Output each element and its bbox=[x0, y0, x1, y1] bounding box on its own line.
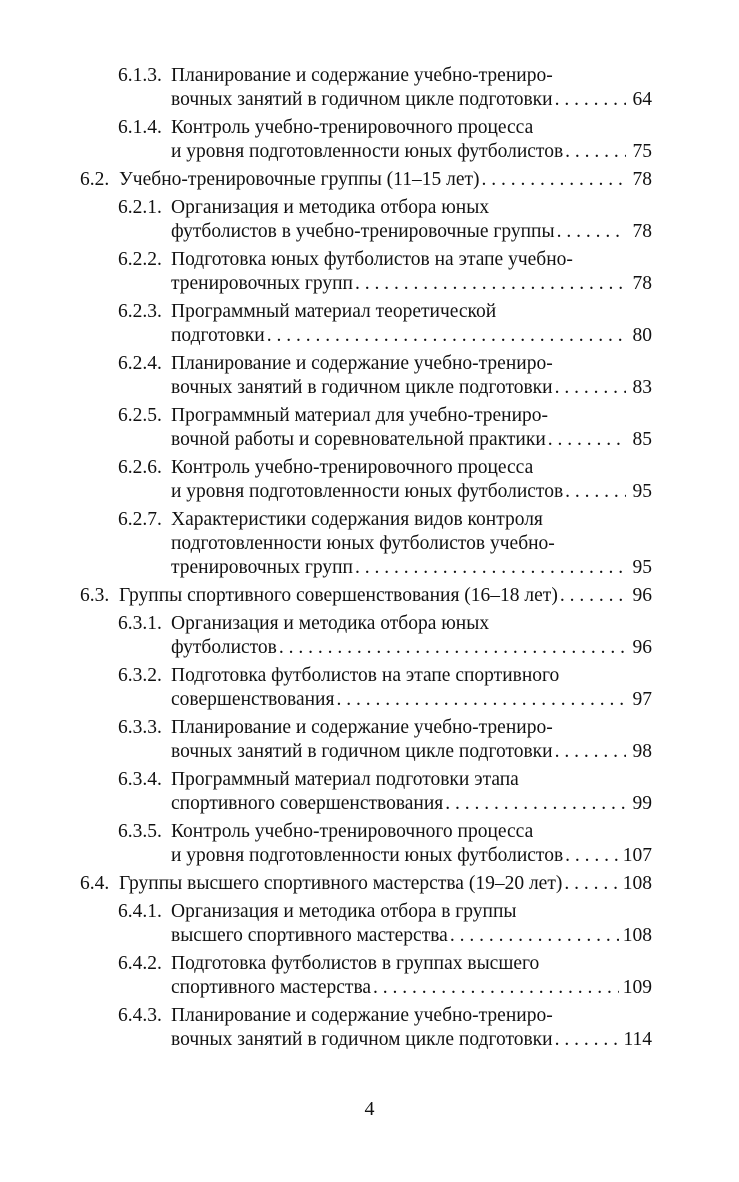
toc-entry-title: Контроль учебно-тренировочного процесса bbox=[171, 117, 534, 138]
toc-entry-line bbox=[118, 1004, 652, 1028]
toc-entry-title: совершенствования bbox=[171, 689, 335, 710]
toc-entry-title: тренировочных групп bbox=[171, 273, 353, 294]
table-of-contents bbox=[80, 64, 652, 1056]
toc-entry bbox=[80, 248, 652, 296]
toc-entry-title: Планирование и содержание учебно-трениро- bbox=[171, 717, 553, 738]
dot-leader bbox=[355, 272, 626, 296]
toc-entry-page: 108 bbox=[622, 873, 652, 894]
toc-entry-title: вочных занятий в годичном цикле подготовки bbox=[171, 1029, 553, 1050]
toc-entry-title: Характеристики содержания видов контроля bbox=[171, 509, 543, 530]
toc-entry bbox=[80, 820, 652, 868]
dot-leader bbox=[555, 376, 626, 400]
toc-entry-number: 6.3.4. bbox=[118, 769, 162, 790]
toc-entry-page: 78 bbox=[632, 273, 652, 294]
toc-entry-line bbox=[118, 688, 652, 712]
toc-entry-title: Учебно-тренировочные группы (11–15 лет) bbox=[119, 169, 480, 190]
toc-entry-line bbox=[118, 716, 652, 740]
toc-entry-page: 108 bbox=[622, 925, 652, 946]
toc-entry-page: 78 bbox=[632, 169, 652, 190]
toc-entry bbox=[80, 664, 652, 712]
toc-entry-number: 6.2.1. bbox=[118, 197, 162, 218]
toc-entry-line bbox=[118, 196, 652, 220]
toc-entry-number: 6.2.5. bbox=[118, 405, 162, 426]
toc-entry-title: и уровня подготовленности юных футболистов bbox=[171, 845, 564, 866]
toc-entry bbox=[80, 352, 652, 400]
toc-entry bbox=[80, 612, 652, 660]
dot-leader bbox=[481, 168, 626, 192]
toc-entry bbox=[80, 456, 652, 504]
toc-entry-number: 6.3.5. bbox=[118, 821, 162, 842]
toc-entry bbox=[80, 168, 652, 192]
toc-entry-line bbox=[118, 636, 652, 660]
toc-entry-page: 99 bbox=[632, 793, 652, 814]
toc-entry-title: Планирование и содержание учебно-трениро- bbox=[171, 65, 553, 86]
toc-entry-line bbox=[118, 324, 652, 348]
toc-entry-line bbox=[118, 376, 652, 400]
toc-entry-line bbox=[118, 900, 652, 924]
toc-entry-title: высшего спортивного мастерства bbox=[171, 925, 448, 946]
toc-entry-page: 96 bbox=[632, 585, 652, 606]
toc-entry bbox=[80, 872, 652, 896]
toc-entry-title: футболистов в учебно-тренировочные группы bbox=[171, 221, 555, 242]
toc-entry-title: вочных занятий в годичном цикле подготовки bbox=[171, 741, 553, 762]
toc-entry bbox=[80, 508, 652, 580]
toc-entry-title: Подготовка футболистов на этапе спортивного bbox=[171, 665, 560, 686]
toc-entry-line bbox=[118, 220, 652, 244]
toc-entry-title: Группы спортивного совершенствования (16–18 лет) bbox=[119, 585, 558, 606]
toc-entry bbox=[80, 900, 652, 948]
dot-leader bbox=[560, 584, 626, 608]
toc-entry-number: 6.4.3. bbox=[118, 1005, 162, 1026]
toc-entry-number: 6.2.2. bbox=[118, 249, 162, 270]
toc-entry-title: и уровня подготовленности юных футболистов bbox=[171, 141, 564, 162]
toc-entry-title: Планирование и содержание учебно-трениро- bbox=[171, 353, 553, 374]
toc-entry-number: 6.1.3. bbox=[118, 65, 162, 86]
dot-leader bbox=[279, 636, 626, 660]
toc-entry-line bbox=[118, 404, 652, 428]
toc-entry-page: 107 bbox=[622, 845, 652, 866]
toc-entry-title: подготовки bbox=[171, 325, 265, 346]
toc-entry-page: 64 bbox=[632, 89, 652, 110]
toc-entry-number: 6.4. bbox=[80, 873, 110, 894]
toc-entry-number: 6.4.2. bbox=[118, 953, 162, 974]
toc-entry-number: 6.2.4. bbox=[118, 353, 162, 374]
toc-entry-number: 6.3. bbox=[80, 585, 110, 606]
toc-entry-page: 83 bbox=[632, 377, 652, 398]
toc-entry-line bbox=[118, 820, 652, 844]
toc-entry-title: тренировочных групп bbox=[171, 557, 353, 578]
toc-entry-page: 95 bbox=[632, 557, 652, 578]
toc-entry-line bbox=[118, 792, 652, 816]
toc-entry-line bbox=[118, 1028, 652, 1052]
dot-leader bbox=[355, 556, 626, 580]
dot-leader bbox=[557, 220, 626, 244]
toc-entry-page: 95 bbox=[632, 481, 652, 502]
dot-leader bbox=[548, 428, 626, 452]
dot-leader bbox=[565, 140, 626, 164]
toc-entry-title: Программный материал теоретической bbox=[171, 301, 497, 322]
toc-entry bbox=[80, 584, 652, 608]
toc-entry-line bbox=[118, 532, 652, 556]
toc-entry-title: спортивного совершенствования bbox=[171, 793, 444, 814]
dot-leader bbox=[565, 480, 626, 504]
toc-entry-page: 96 bbox=[632, 637, 652, 658]
toc-entry-line bbox=[118, 844, 652, 868]
toc-entry-line bbox=[118, 428, 652, 452]
toc-entry-title: Организация и методика отбора юных bbox=[171, 613, 490, 634]
toc-entry-line bbox=[118, 924, 652, 948]
toc-entry-title: вочной работы и соревновательной практики bbox=[171, 429, 546, 450]
dot-leader bbox=[565, 844, 619, 868]
toc-entry-page: 75 bbox=[632, 141, 652, 162]
toc-entry-title: Контроль учебно-тренировочного процесса bbox=[171, 821, 534, 842]
toc-entry-line bbox=[80, 168, 652, 192]
toc-entry-line bbox=[118, 88, 652, 112]
toc-entry-line bbox=[80, 584, 652, 608]
dot-leader bbox=[267, 324, 626, 348]
toc-entry-page: 97 bbox=[632, 689, 652, 710]
toc-entry bbox=[80, 116, 652, 164]
dot-leader bbox=[450, 924, 619, 948]
toc-entry-title: вочных занятий в годичном цикле подготовки bbox=[171, 89, 553, 110]
toc-entry-title: и уровня подготовленности юных футболистов bbox=[171, 481, 564, 502]
toc-entry-line bbox=[118, 480, 652, 504]
toc-entry-number: 6.4.1. bbox=[118, 901, 162, 922]
toc-entry-number: 6.2.7. bbox=[118, 509, 162, 530]
toc-entry-line bbox=[118, 508, 652, 532]
toc-entry bbox=[80, 716, 652, 764]
toc-entry-line bbox=[118, 116, 652, 140]
toc-entry bbox=[80, 768, 652, 816]
toc-entry-title: Организация и методика отбора в группы bbox=[171, 901, 517, 922]
toc-entry-number: 6.3.1. bbox=[118, 613, 162, 634]
toc-entry-line bbox=[118, 556, 652, 580]
toc-entry bbox=[80, 64, 652, 112]
toc-entry-title: Контроль учебно-тренировочного процесса bbox=[171, 457, 534, 478]
dot-leader bbox=[555, 1028, 620, 1052]
toc-entry-line bbox=[118, 272, 652, 296]
toc-entry-title: Организация и методика отбора юных bbox=[171, 197, 490, 218]
dot-leader bbox=[555, 88, 626, 112]
toc-entry-title: Программный материал подготовки этапа bbox=[171, 769, 519, 790]
toc-entry-line bbox=[118, 140, 652, 164]
toc-entry-line bbox=[118, 456, 652, 480]
toc-entry-title: футболистов bbox=[171, 637, 277, 658]
toc-entry-title: Программный материал для учебно-трениро- bbox=[171, 405, 549, 426]
toc-entry-page: 109 bbox=[622, 977, 652, 998]
toc-entry-line bbox=[118, 740, 652, 764]
toc-entry-title: вочных занятий в годичном цикле подготовки bbox=[171, 377, 553, 398]
toc-entry-line bbox=[118, 664, 652, 688]
toc-entry-line bbox=[118, 64, 652, 88]
toc-entry-page: 98 bbox=[632, 741, 652, 762]
toc-entry-number: 6.2.3. bbox=[118, 301, 162, 322]
toc-entry-line bbox=[118, 976, 652, 1000]
dot-leader bbox=[555, 740, 626, 764]
toc-entry-number: 6.3.3. bbox=[118, 717, 162, 738]
toc-entry bbox=[80, 404, 652, 452]
toc-entry-page: 78 bbox=[632, 221, 652, 242]
toc-entry-title: Группы высшего спортивного мастерства (19–20 лет) bbox=[119, 873, 563, 894]
dot-leader bbox=[336, 688, 626, 712]
toc-entry-line bbox=[118, 300, 652, 324]
toc-entry-number: 6.2. bbox=[80, 169, 110, 190]
toc-entry-line bbox=[118, 952, 652, 976]
toc-entry-number: 6.3.2. bbox=[118, 665, 162, 686]
toc-entry-title: спортивного мастерства bbox=[171, 977, 372, 998]
dot-leader bbox=[564, 872, 618, 896]
toc-entry-title: Подготовка юных футболистов на этапе учебно- bbox=[171, 249, 573, 270]
toc-entry-line bbox=[118, 248, 652, 272]
toc-entry-number: 6.2.6. bbox=[118, 457, 162, 478]
dot-leader bbox=[373, 976, 619, 1000]
toc-entry-line bbox=[118, 612, 652, 636]
toc-entry-title: подготовленности юных футболистов учебно- bbox=[171, 533, 555, 554]
toc-entry-page: 114 bbox=[623, 1029, 652, 1050]
toc-entry-line bbox=[118, 768, 652, 792]
toc-entry bbox=[80, 952, 652, 1000]
toc-entry bbox=[80, 1004, 652, 1052]
toc-entry-number: 6.1.4. bbox=[118, 117, 162, 138]
toc-entry-line bbox=[80, 872, 652, 896]
toc-entry-line bbox=[118, 352, 652, 376]
toc-entry-title: Планирование и содержание учебно-трениро- bbox=[171, 1005, 553, 1026]
toc-entry-page: 80 bbox=[632, 325, 652, 346]
toc-entry bbox=[80, 300, 652, 348]
toc-entry-title: Подготовка футболистов в группах высшего bbox=[171, 953, 540, 974]
toc-entry-page: 85 bbox=[632, 429, 652, 450]
dot-leader bbox=[445, 792, 626, 816]
page-number: 4 bbox=[364, 1098, 375, 1120]
toc-entry bbox=[80, 196, 652, 244]
